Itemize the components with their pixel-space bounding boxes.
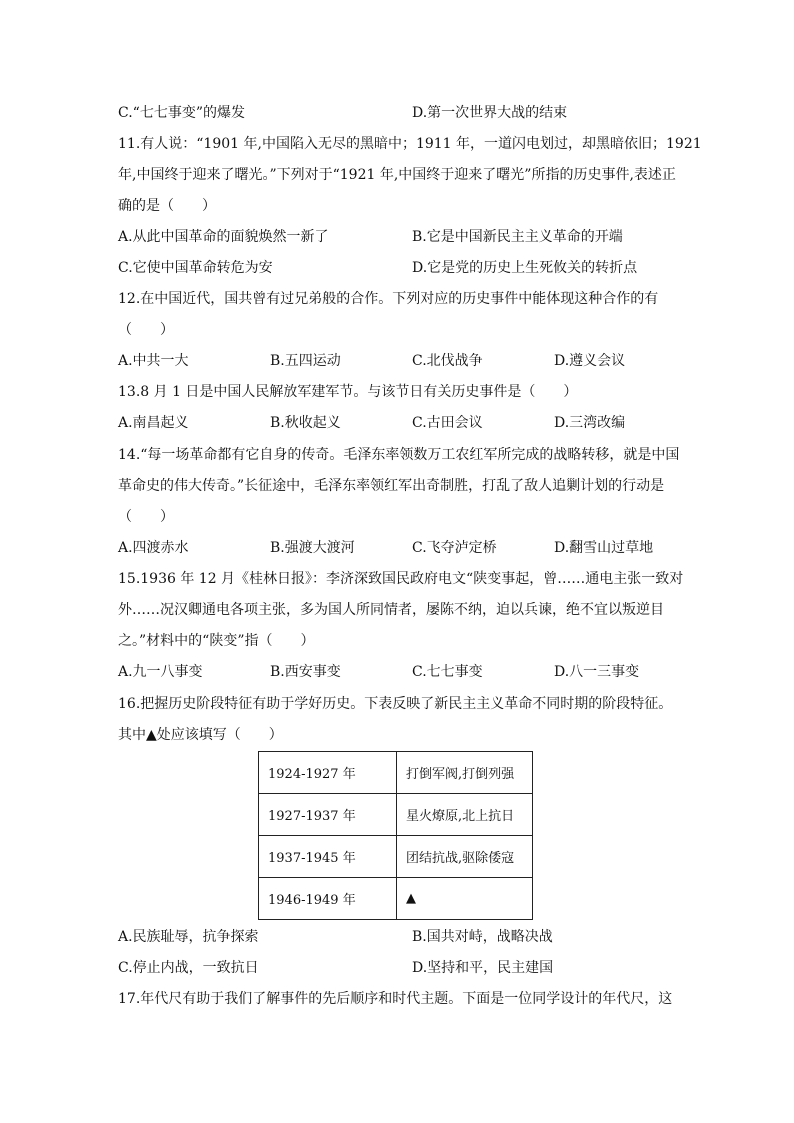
q11-option-a: A.从此中国革命的面貌焕然一新了 bbox=[118, 229, 329, 245]
q13-stem-line-1: 13.8 月 1 日是中国人民解放军建军节。与该节日有关历史事件是（ ） bbox=[118, 384, 578, 400]
q16-stem-line-2: 其中▲处应该填写（ ） bbox=[118, 727, 283, 743]
q15-option-b: B.西安事变 bbox=[270, 664, 341, 680]
stage-characteristics-table bbox=[258, 751, 533, 920]
feature-cell: ▲ bbox=[397, 878, 533, 920]
q15-option-d: D.八一三事变 bbox=[554, 664, 640, 680]
q13-option-d: D.三湾改编 bbox=[554, 415, 626, 431]
q14-option-c: C.飞夺泸定桥 bbox=[412, 540, 497, 556]
q16-option-a: A.民族耻辱，抗争探索 bbox=[118, 929, 259, 945]
feature-cell: 星火燎原,北上抗日 bbox=[397, 794, 533, 836]
q13-option-a: A.南昌起义 bbox=[118, 415, 189, 431]
q15-option-c: C.七七事变 bbox=[412, 664, 483, 680]
period-cell: 1946-1949 年 bbox=[259, 878, 397, 920]
feature-cell: 打倒军阀,打倒列强 bbox=[397, 752, 533, 794]
q15-stem-line-2: 外……况汉卿通电各项主张，多为国人所同情者，屡陈不纳，迫以兵谏，绝不宜以叛逆目 bbox=[118, 602, 664, 618]
q14-option-d: D.翻雪山过草地 bbox=[554, 540, 654, 556]
q14-stem-line-1: 14.“每一场革命都有它自身的传奇。毛泽东率领数万工农红军所完成的战略转移，就是中国 bbox=[118, 447, 680, 463]
q16-option-d: D.坚持和平，民主建国 bbox=[412, 960, 554, 976]
table-row bbox=[259, 836, 533, 878]
q11-option-d: D.它是党的历史上生死攸关的转折点 bbox=[412, 260, 638, 276]
q12-option-c: C.北伐战争 bbox=[412, 353, 483, 369]
q14-stem-line-3: （ ） bbox=[118, 509, 174, 525]
q12-stem-line-1: 12.在中国近代，国共曾有过兄弟般的合作。下列对应的历史事件中能体现这种合作的有 bbox=[118, 291, 659, 307]
q15-option-a: A.九一八事变 bbox=[118, 664, 203, 680]
q15-stem-line-1: 15.1936 年 12 月《桂林日报》：李济深致国民政府电文“陕变事起，曾……通电主张一致对 bbox=[118, 571, 684, 587]
q12-stem-line-2: （ ） bbox=[118, 322, 174, 338]
q10-option-c: C.“七七事变”的爆发 bbox=[118, 105, 245, 121]
table-row bbox=[259, 752, 533, 794]
table-row bbox=[259, 878, 533, 920]
q12-option-d: D.遵义会议 bbox=[554, 353, 626, 369]
q13-option-b: B.秋收起义 bbox=[270, 415, 341, 431]
q17-stem-line-1: 17.年代尺有助于我们了解事件的先后顺序和时代主题。下面是一位同学设计的年代尺，这 bbox=[118, 991, 673, 1007]
q11-option-b: B.它是中国新民主主义革命的开端 bbox=[412, 229, 623, 245]
q12-option-b: B.五四运动 bbox=[270, 353, 341, 369]
period-cell: 1924-1927 年 bbox=[259, 752, 397, 794]
q11-stem-line-1: 11.有人说：“1901 年,中国陷入无尽的黑暗中；1911 年，一道闪电划过，却黑暗依旧；1921 bbox=[118, 136, 702, 152]
q14-option-a: A.四渡赤水 bbox=[118, 540, 189, 556]
q11-stem-line-3: 确的是（ ） bbox=[118, 198, 216, 214]
q16-stem-line-1: 16.把握历史阶段特征有助于学好历史。下表反映了新民主主义革命不同时期的阶段特征。 bbox=[118, 696, 673, 712]
q16-option-b: B.国共对峙，战略决战 bbox=[412, 929, 553, 945]
period-cell: 1927-1937 年 bbox=[259, 794, 397, 836]
q14-stem-line-2: 革命史的伟大传奇。”长征途中，毛泽东率领红军出奇制胜，打乱了敌人追剿计划的行动是 bbox=[118, 478, 665, 494]
q10-option-d: D.第一次世界大战的结束 bbox=[412, 105, 568, 121]
table-row bbox=[259, 794, 533, 836]
q14-option-b: B.强渡大渡河 bbox=[270, 540, 355, 556]
q15-stem-line-3: 之。”材料中的“陕变”指（ ） bbox=[118, 633, 315, 649]
q16-option-c: C.停止内战，一致抗日 bbox=[118, 960, 259, 976]
feature-cell: 团结抗战,驱除倭寇 bbox=[397, 836, 533, 878]
period-cell: 1937-1945 年 bbox=[259, 836, 397, 878]
q12-option-a: A.中共一大 bbox=[118, 353, 189, 369]
q11-option-c: C.它使中国革命转危为安 bbox=[118, 260, 273, 276]
q13-option-c: C.古田会议 bbox=[412, 415, 483, 431]
q11-stem-line-2: 年,中国终于迎来了曙光。”下列对于“1921 年,中国终于迎来了曙光”所指的历史事件,表述正 bbox=[118, 167, 676, 183]
